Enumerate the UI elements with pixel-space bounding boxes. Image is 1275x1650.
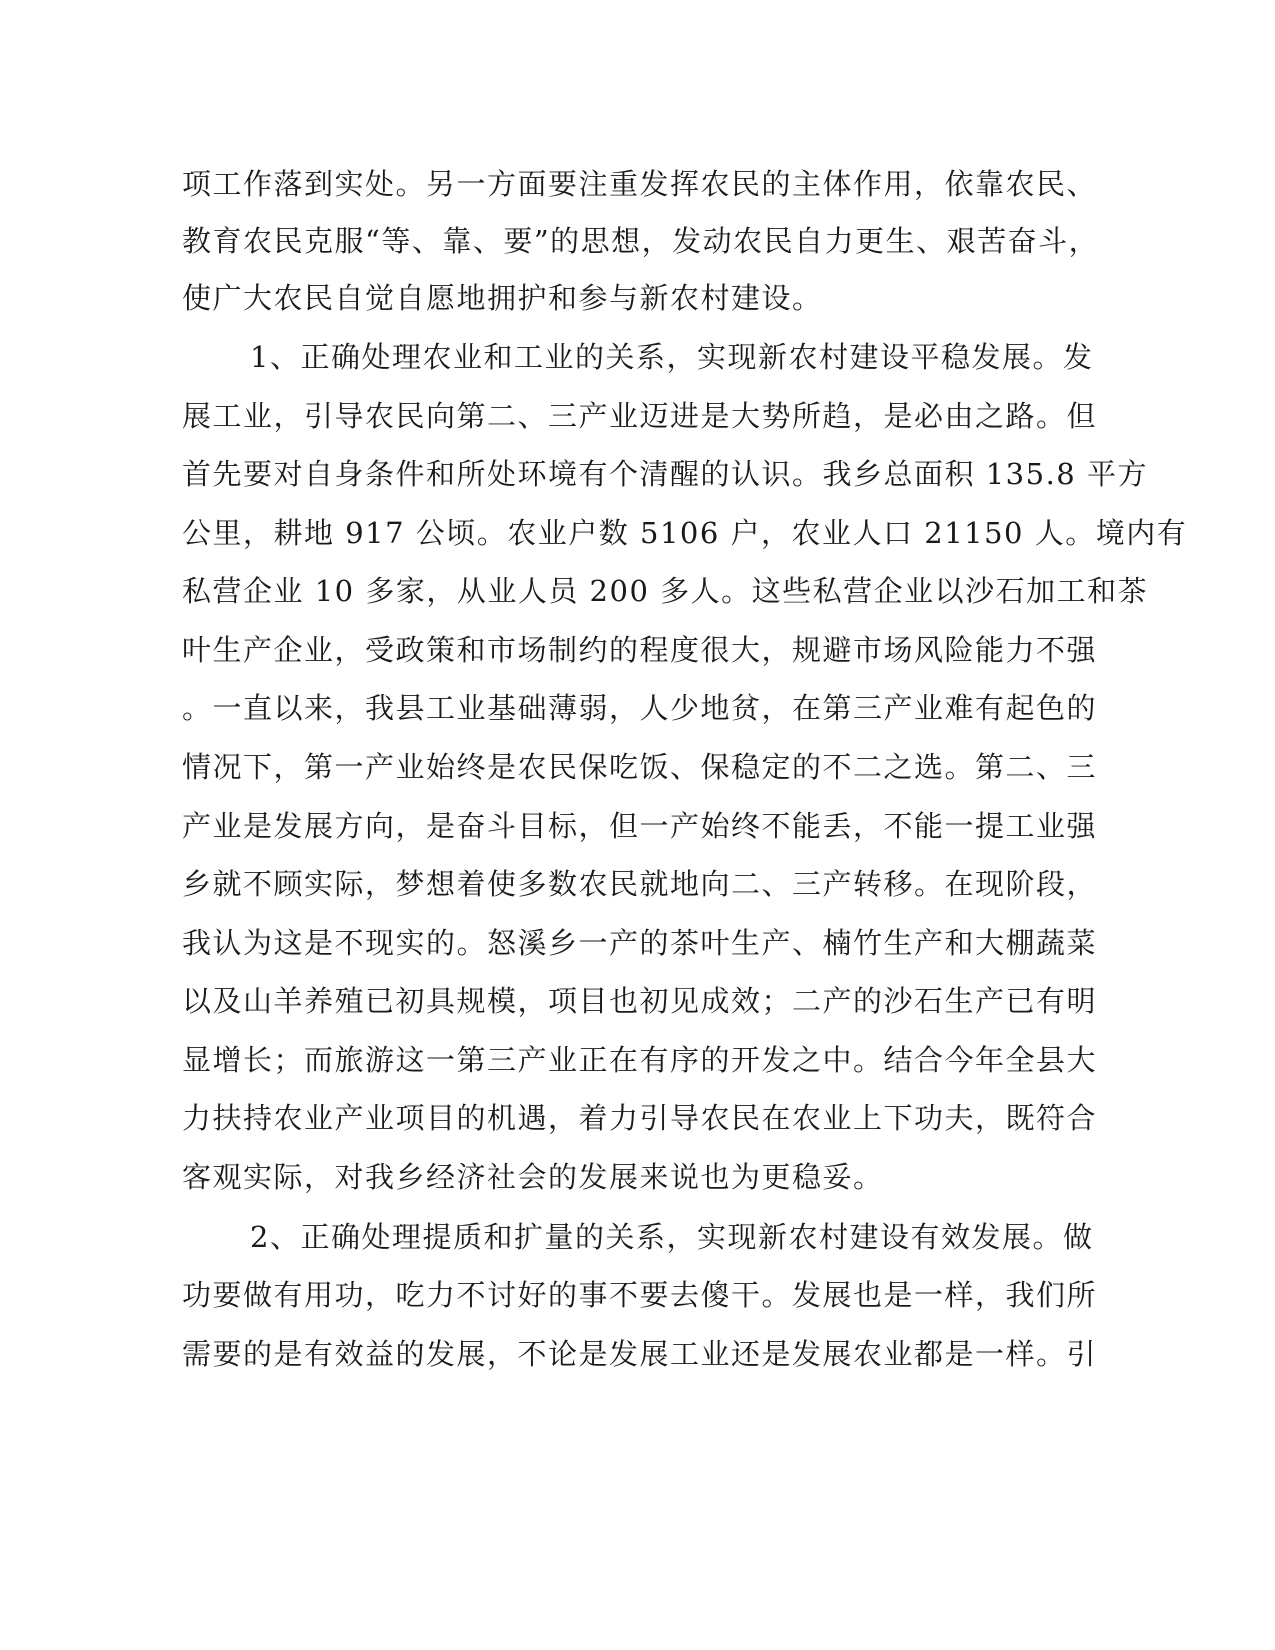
text-line: 情况下，第一产业始终是农民保吃饭、保稳定的不二之选。第二、三 xyxy=(182,750,1098,784)
text-line: 展工业，引导农民向第二、三产业迈进是大势所趋，是必由之路。但 xyxy=(182,399,1098,433)
text-line: 以及山羊养殖已初具规模，项目也初见成效；二产的沙石生产已有明 xyxy=(182,984,1098,1018)
text-line: 客观实际，对我乡经济社会的发展来说也为更稳妥。 xyxy=(182,1160,884,1194)
text-line: 产业是发展方向，是奋斗目标，但一产始终不能丢，不能一提工业强 xyxy=(182,809,1098,843)
text-line: 力扶持农业产业项目的机遇，着力引导农民在农业上下功夫，既符合 xyxy=(182,1101,1098,1135)
text-line: 首先要对自身条件和所处环境有个清醒的认识。我乡总面积 135.8 平方 xyxy=(182,457,1148,491)
text-line: 公里，耕地 917 公顷。农业户数 5106 户，农业人口 21150 人。境内有 xyxy=(182,516,1188,550)
text-line: 乡就不顾实际，梦想着使多数农民就地向二、三产转移。在现阶段， xyxy=(182,867,1098,901)
text-line: 私营企业 10 多家，从业人员 200 多人。这些私营企业以沙石加工和茶 xyxy=(182,574,1149,608)
paragraph-2-first-line: 2、正确处理提质和扩量的关系，实现新农村建设有效发展。做 xyxy=(250,1220,1094,1254)
text-line: 我认为这是不现实的。怒溪乡一产的茶叶生产、楠竹生产和大棚蔬菜 xyxy=(182,926,1098,960)
text-line: 需要的是有效益的发展，不论是发展工业还是发展农业都是一样。引 xyxy=(182,1337,1098,1371)
text-line: 教育农民克服“等、靠、要”的思想，发动农民自力更生、艰苦奋斗， xyxy=(182,224,1100,258)
text-line: 。一直以来，我县工业基础薄弱，人少地贫，在第三产业难有起色的 xyxy=(182,691,1098,725)
text-line: 使广大农民自觉自愿地拥护和参与新农村建设。 xyxy=(182,281,823,315)
text-line: 叶生产企业，受政策和市场制约的程度很大，规避市场风险能力不强 xyxy=(182,633,1098,667)
paragraph-1-first-line: 1、正确处理农业和工业的关系，实现新农村建设平稳发展。发 xyxy=(250,340,1094,374)
text-line: 功要做有用功，吃力不讨好的事不要去傻干。发展也是一样，我们所 xyxy=(182,1278,1098,1312)
text-line: 项工作落到实处。另一方面要注重发挥农民的主体作用，依靠农民、 xyxy=(182,167,1098,201)
text-line: 显增长；而旅游这一第三产业正在有序的开发之中。结合今年全县大 xyxy=(182,1043,1098,1077)
